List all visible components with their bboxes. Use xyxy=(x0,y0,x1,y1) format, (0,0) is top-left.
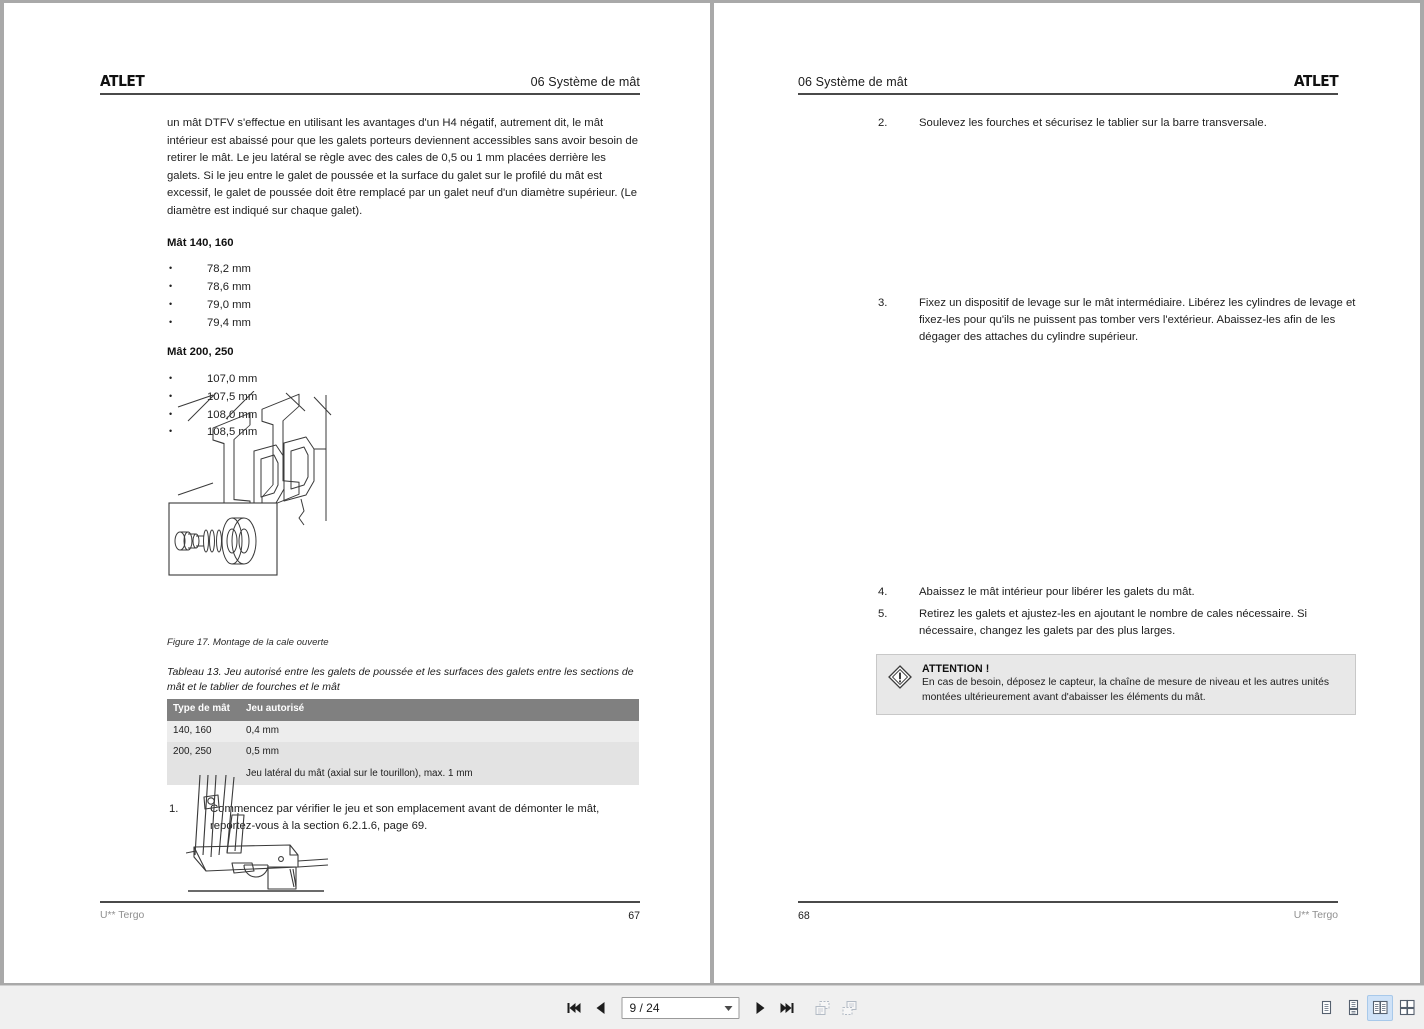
page-header-left xyxy=(100,65,640,95)
step-number: 2. xyxy=(878,117,888,129)
list-item: • 107,5 mm xyxy=(167,389,639,407)
step-number: 3. xyxy=(878,297,888,309)
header-rule xyxy=(100,93,640,95)
last-page-button[interactable] xyxy=(774,995,800,1021)
document-page-left xyxy=(4,3,710,983)
step-number: 5. xyxy=(878,608,888,620)
procedure-steps-right-3 xyxy=(876,295,1356,346)
list-item: • 79,0 mm xyxy=(167,297,639,315)
cell-mast-type: 140, 160 xyxy=(167,721,240,743)
footer-page-number: 67 xyxy=(628,910,640,922)
duplicate-page-up-icon xyxy=(814,1000,832,1016)
view-continuous-button[interactable] xyxy=(1340,995,1366,1021)
two-page-spread-icon xyxy=(1372,999,1389,1016)
attention-text: En cas de besoin, déposez le capteur, la chaîne de mesure de niveau et les autres unités montées ultérieurement avant d'abaisser les éléments du mât. xyxy=(922,677,1329,703)
header-chapter-title: 06 Système de mât xyxy=(798,75,908,89)
footer-document-name: U** Tergo xyxy=(100,910,145,921)
cell-clearance: 0,5 mm xyxy=(240,742,639,764)
mast-profile-roller-exploded-diagram xyxy=(166,391,351,579)
cell-mast-type: 200, 250 xyxy=(167,742,240,764)
footer-page-number: 68 xyxy=(798,910,810,922)
figure-17-caption: Figure 17. Montage de la cale ouverte xyxy=(167,637,329,649)
page-header-right xyxy=(798,65,1338,95)
step-text: Abaissez le mât intérieur pour libérer les galets du mât. xyxy=(919,586,1195,598)
step-text: Retirez les galets et ajustez-les en ajoutant le nombre de cales nécessaire. Si nécessaire, changez les galets par des plus larges. xyxy=(919,608,1308,637)
header-rule xyxy=(798,93,1338,95)
view-two-page-continuous-button[interactable] xyxy=(1394,995,1420,1021)
heading-mast-140-160: Mât 140, 160 xyxy=(167,236,234,249)
view-two-page-button[interactable] xyxy=(1367,995,1393,1021)
single-page-icon xyxy=(1318,999,1335,1016)
step-item-5 xyxy=(876,606,1356,640)
toolbar-navigation-group xyxy=(562,995,863,1021)
first-page-button[interactable] xyxy=(562,995,588,1021)
document-page-right xyxy=(714,3,1420,983)
table-13-caption: Tableau 13. Jeu autorisé entre les galets de poussée et les surfaces des galets entre les sections de mât et le tablier de fourches et le mât xyxy=(167,666,634,693)
continuous-page-icon xyxy=(1345,999,1362,1016)
diameter-list-140-160 xyxy=(167,261,639,332)
list-item: • 108,0 mm xyxy=(167,407,639,425)
column-header-allowed-clearance: Jeu autorisé xyxy=(240,699,639,721)
list-item: • 78,6 mm xyxy=(167,279,639,297)
last-page-icon xyxy=(779,1001,795,1015)
page-number-selector[interactable] xyxy=(622,997,740,1019)
duplicate-page-down-icon xyxy=(841,1000,859,1016)
clearance-table xyxy=(167,699,639,785)
page-select[interactable] xyxy=(622,997,740,1019)
step-item-3 xyxy=(876,295,1356,346)
attention-callout-box xyxy=(876,654,1356,715)
intro-paragraph: un mât DTFV s'effectue en utilisant les avantages d'un H4 négatif, autrement dit, le mât intérieur est abaissé pour que les galets porteurs deviennent accessibles sans avoir besoin de retirer le mât. Le jeu latéral se règle avec des cales de 0,5 ou 1 mm placées derrière les galets. Si le jeu entre le galet de poussée et la surface du galet sur le profilé du mât est excessif, le galet de poussée doit être remplacé par un galet neuf d'un diamètre supérieur. (Le diamètre est indiqué sur chaque galet). xyxy=(167,117,638,217)
cell-clearance: 0,4 mm xyxy=(240,721,639,743)
list-item: • 78,2 mm xyxy=(167,261,639,279)
table-row xyxy=(167,742,639,764)
step-text: Soulevez les fourches et sécurisez le tablier sur la barre transversale. xyxy=(919,117,1267,129)
step-item-2 xyxy=(876,115,1356,132)
first-page-icon xyxy=(567,1001,583,1015)
next-page-button[interactable] xyxy=(747,995,773,1021)
step-number: 1. xyxy=(169,803,179,816)
atlet-logo: ATLET xyxy=(1293,72,1338,90)
warning-diamond-icon xyxy=(887,663,913,705)
list-item: • 107,0 mm xyxy=(167,371,639,389)
page-right-content-column xyxy=(876,115,1356,715)
heading-mast-200-250: Mât 200, 250 xyxy=(167,346,234,359)
attention-title: ATTENTION ! xyxy=(922,663,990,675)
footer-document-name: U** Tergo xyxy=(1293,910,1338,921)
list-item: • 108,5 mm xyxy=(167,424,639,442)
table-row xyxy=(167,721,639,743)
footer-rule xyxy=(100,901,640,903)
page-footer-left xyxy=(100,901,640,927)
two-page-continuous-icon xyxy=(1399,999,1416,1016)
previous-page-button[interactable] xyxy=(589,995,615,1021)
step-text: Commencez par vérifier le jeu et son emplacement avant de démonter le mât, reportez-vous à la section 6.2.1.6, page 69. xyxy=(210,803,600,833)
cell-clearance: Jeu latéral du mât (axial sur le tourillon), max. 1 mm xyxy=(240,764,639,786)
procedure-steps-right xyxy=(876,115,1356,132)
table-header-row xyxy=(167,699,639,721)
view-single-page-button[interactable] xyxy=(1313,995,1339,1021)
column-header-mast-type: Type de mât xyxy=(167,699,240,721)
step-number: 4. xyxy=(878,586,888,598)
list-item: • 79,4 mm xyxy=(167,315,639,333)
chevron-left-icon xyxy=(594,1001,610,1015)
step-text: Fixez un dispositif de levage sur le mât intermédiaire. Libérez les cylindres de levage et fixez-les pour qu'ils ne puissent pas tomber vers l'extérieur. Abaissez-les afin de les dégager des attaches du cylindre supérieur. xyxy=(919,297,1356,343)
header-chapter-title: 06 Système de mât xyxy=(530,75,640,89)
mast-tilted-on-block-diagram xyxy=(186,775,336,899)
duplicate-view-button[interactable] xyxy=(837,995,863,1021)
chevron-right-icon xyxy=(752,1001,768,1015)
rotate-view-button[interactable] xyxy=(810,995,836,1021)
atlet-logo: ATLET xyxy=(100,72,145,90)
page-footer-right xyxy=(798,901,1338,927)
step-item-4 xyxy=(876,584,1356,601)
viewer-toolbar xyxy=(0,985,1424,1029)
procedure-steps-right-45 xyxy=(876,584,1356,640)
footer-rule xyxy=(798,901,1338,903)
toolbar-view-mode-group xyxy=(1313,995,1420,1021)
